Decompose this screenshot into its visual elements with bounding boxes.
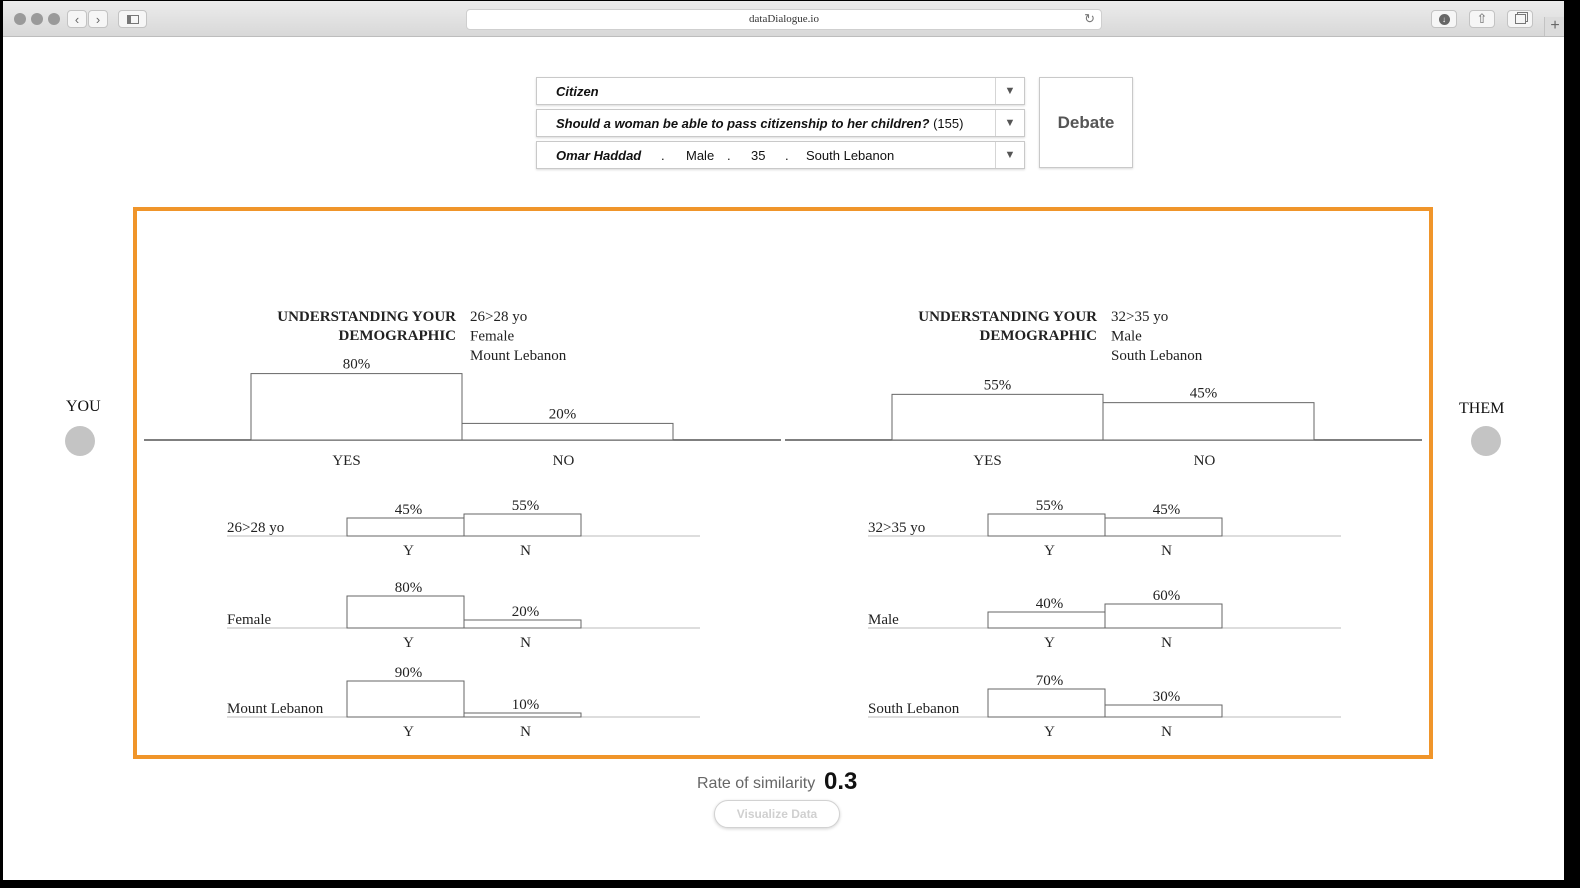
main-bar-yes (892, 394, 1103, 440)
downloads-button[interactable] (1431, 10, 1457, 28)
chevron-right-icon: › (95, 11, 101, 27)
close-window-icon[interactable] (14, 13, 26, 25)
row-bar-value: 45% (394, 502, 423, 518)
row-bar-value: 55% (511, 498, 540, 514)
debate-button[interactable]: Debate (1039, 77, 1133, 168)
main-bar-value: 45% (1189, 385, 1218, 402)
row-bar-y (988, 514, 1105, 536)
person-gender: Male (686, 148, 715, 163)
demographic-detail: Male (1111, 328, 1142, 345)
separator-dot: . (661, 148, 665, 163)
role-select[interactable] (536, 77, 1025, 105)
main-bar-no (1103, 403, 1314, 440)
plus-icon: + (1550, 17, 1560, 34)
tabs-button[interactable] (1507, 10, 1533, 28)
download-icon: ↓ (1439, 14, 1450, 25)
separator-dot: . (785, 148, 789, 163)
row-label: Female (227, 612, 272, 628)
them-indicator[interactable] (1471, 426, 1501, 456)
main-category-label: NO (1193, 453, 1216, 469)
row-bar-value: 30% (1152, 689, 1181, 705)
main-bar-yes (251, 374, 462, 440)
row-category-label: N (1161, 635, 1172, 651)
demographic-title: DEMOGRAPHIC (338, 328, 456, 344)
tabs-icon (1515, 14, 1526, 24)
demographic-detail: 26>28 yo (470, 309, 528, 325)
demographic-title: DEMOGRAPHIC (979, 328, 1097, 344)
row-category-label: Y (403, 543, 414, 559)
main-category-label: YES (973, 453, 1002, 469)
row-category-label: Y (1044, 543, 1055, 559)
row-bar-y (988, 689, 1105, 717)
main-bar-value: 20% (548, 406, 577, 423)
address-bar[interactable] (466, 9, 1102, 30)
row-bar-value: 45% (1152, 502, 1181, 518)
demographic-detail: 32>35 yo (1111, 309, 1169, 325)
row-category-label: Y (403, 635, 414, 651)
row-bar-y (347, 518, 464, 536)
you-indicator[interactable] (65, 426, 95, 456)
row-label: 32>35 yo (868, 520, 926, 536)
similarity-value: 0.3 (824, 768, 858, 795)
question-count: (155) (933, 116, 964, 131)
person-select[interactable] (536, 141, 1025, 169)
visualization-panel (133, 207, 1433, 759)
row-category-label: N (520, 635, 531, 651)
demographic-detail: Female (470, 328, 515, 345)
demographic-title: UNDERSTANDING YOUR (277, 309, 456, 325)
row-label: Male (868, 612, 899, 628)
main-category-label: NO (552, 453, 575, 469)
share-icon: ⇧ (1476, 11, 1488, 26)
row-bar-y (347, 596, 464, 628)
new-tab-button[interactable] (1544, 17, 1564, 36)
chevron-down-icon[interactable]: ▼ (995, 78, 1024, 104)
sidebar-icon (127, 15, 139, 24)
question-value (556, 116, 963, 131)
row-bar-n (1105, 705, 1222, 717)
minimize-window-icon[interactable] (31, 13, 43, 25)
demographic-detail: Mount Lebanon (470, 348, 567, 364)
row-category-label: N (1161, 543, 1172, 559)
main-bar-value: 80% (342, 356, 371, 373)
row-label: Mount Lebanon (227, 701, 324, 717)
row-bar-value: 70% (1035, 673, 1064, 689)
demographic-detail: South Lebanon (1111, 348, 1203, 364)
person-age: 35 (751, 148, 766, 163)
row-bar-y (347, 681, 464, 717)
row-bar-n (464, 514, 581, 536)
visualize-data-button[interactable]: Visualize Data (714, 800, 840, 828)
url-text: dataDialogue.io (749, 13, 819, 25)
forward-button[interactable] (88, 10, 108, 28)
question-select[interactable] (536, 109, 1025, 137)
separator-dot: . (727, 148, 731, 163)
row-label: 26>28 yo (227, 520, 285, 536)
row-category-label: N (520, 724, 531, 740)
main-bar-value: 55% (983, 377, 1012, 394)
person-region: South Lebanon (806, 148, 895, 163)
you-label: YOU (66, 398, 101, 415)
reload-icon[interactable]: ↻ (1084, 11, 1095, 26)
row-bar-value: 20% (511, 604, 540, 620)
browser-titlebar (3, 1, 1564, 37)
similarity-label: Rate of similarity (697, 775, 816, 792)
row-category-label: Y (1044, 635, 1055, 651)
chevron-down-icon[interactable]: ▼ (995, 142, 1024, 168)
row-bar-value: 10% (511, 697, 540, 713)
row-bar-n (1105, 518, 1222, 536)
row-bar-value: 90% (394, 665, 423, 681)
row-bar-value: 60% (1152, 588, 1181, 604)
row-category-label: N (520, 543, 531, 559)
row-bar-value: 80% (394, 580, 423, 596)
person-name: Omar Haddad (556, 148, 642, 163)
row-bar-n (1105, 604, 1222, 628)
back-button[interactable] (67, 10, 87, 28)
main-category-label: YES (332, 453, 361, 469)
role-value: Citizen (556, 84, 599, 99)
row-label: South Lebanon (868, 701, 960, 717)
question-text: Should a woman be able to pass citizenship to her children? (556, 116, 930, 131)
row-category-label: Y (403, 724, 414, 740)
chevron-down-icon[interactable]: ▼ (995, 110, 1024, 136)
row-bar-n (464, 713, 581, 717)
row-bar-value: 55% (1035, 498, 1064, 514)
row-category-label: N (1161, 724, 1172, 740)
chevron-left-icon: ‹ (74, 11, 80, 27)
main-bar-no (462, 423, 673, 440)
demographic-title: UNDERSTANDING YOUR (918, 309, 1097, 325)
row-bar-value: 40% (1035, 596, 1064, 612)
share-button[interactable] (1469, 10, 1495, 28)
row-bar-n (464, 620, 581, 628)
sidebar-button[interactable] (118, 10, 147, 28)
row-bar-y (988, 612, 1105, 628)
comparison-chart (137, 211, 1429, 755)
row-category-label: Y (1044, 724, 1055, 740)
zoom-window-icon[interactable] (48, 13, 60, 25)
them-label: THEM (1459, 400, 1505, 417)
